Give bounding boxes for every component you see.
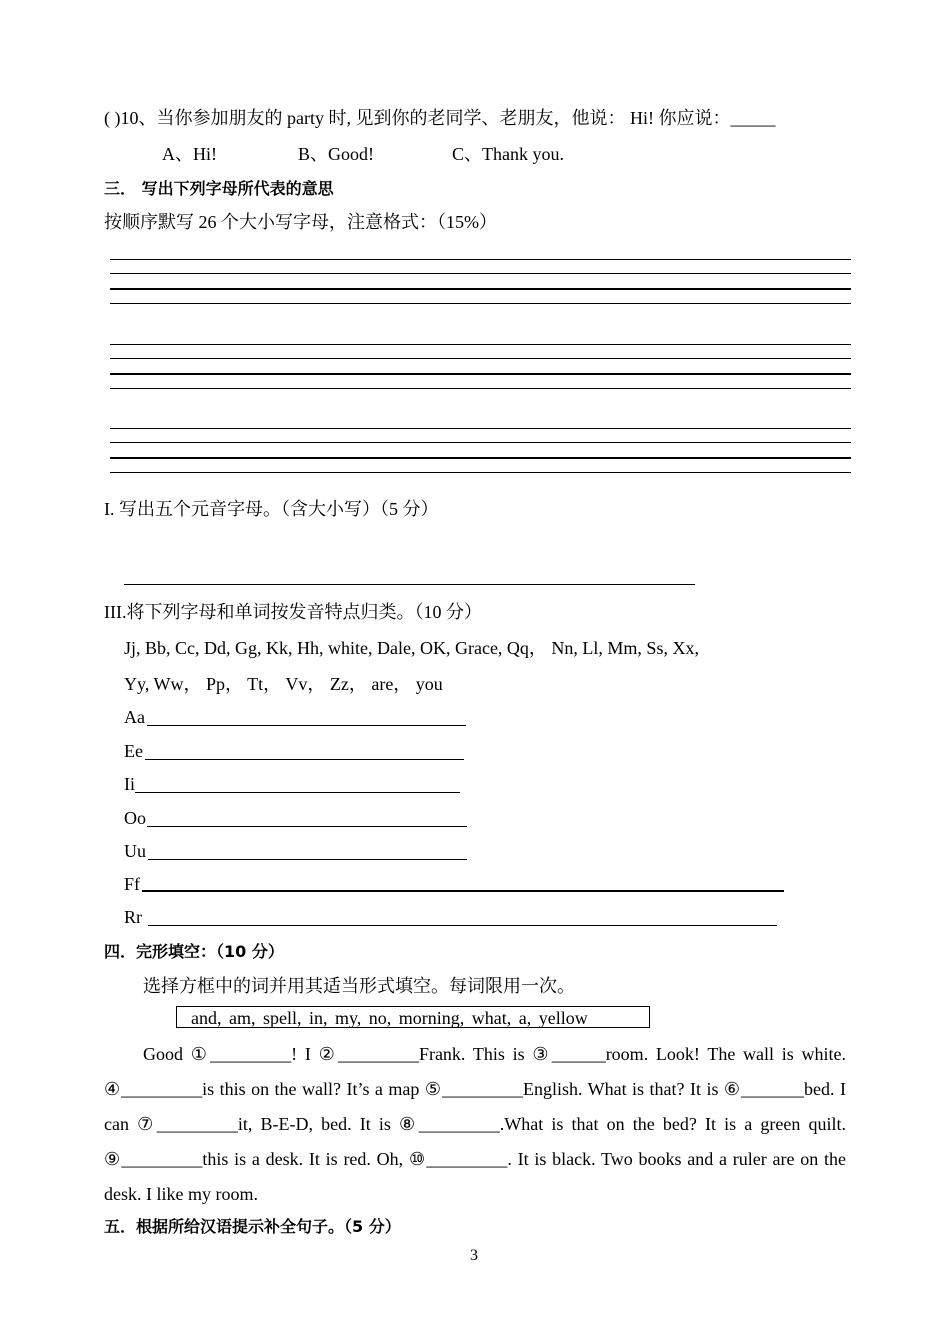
- word-box: and, am, spell, in, my, no, morning, what, a, yellow: [176, 1006, 650, 1028]
- category-ff-blank[interactable]: [142, 890, 784, 892]
- grid-line: [110, 358, 851, 359]
- option-b: B、Good!: [298, 144, 374, 164]
- option-c: C、Thank you.: [452, 144, 564, 164]
- section-4-instruction: 选择方框中的词并用其适当形式填空。每词限用一次。: [143, 976, 575, 996]
- section-3-heading: 三． 写出下列字母所代表的意思: [104, 179, 334, 198]
- category-ii-blank[interactable]: [135, 792, 460, 793]
- grid-line: [110, 373, 851, 375]
- grid-line: [110, 388, 851, 389]
- category-aa-label: Aa: [124, 707, 145, 727]
- part-i-heading: I. 写出五个元音字母。（含大小写）（5 分）: [104, 499, 439, 519]
- category-oo-blank[interactable]: [147, 826, 467, 827]
- word-list-line-1: Jj, Bb, Cc, Dd, Gg, Kk, Hh, white, Dale, OK, Grace, Qq， Nn, Ll, Mm, Ss, Xx,: [124, 638, 699, 658]
- category-uu-blank[interactable]: [148, 859, 467, 860]
- grid-line: [110, 303, 851, 304]
- category-ff-label: Ff: [124, 874, 141, 894]
- section-4-heading: 四．完形填空：（10 分）: [104, 942, 284, 961]
- section-3-instruction: 按顺序默写 26 个大小写字母，注意格式：（15%）: [104, 212, 497, 232]
- cloze-passage-text: Good ①_________! I ②_________Frank. This is ③______room. Look! The wall is white. ④_________is this on the wall? It’s a map ⑤_________English. What is that? It is ⑥_______bed. I can ⑦_________it, B-E-D, bed. It is ⑧_________.What is that on the bed? It is a green quilt. ⑨_________this is a desk. It is red. Oh, ⑩_________. It is black. Two books and a ruler are on the desk. I like my room.: [104, 1044, 846, 1204]
- category-oo-label: Oo: [124, 808, 146, 828]
- grid-line: [110, 259, 851, 260]
- grid-line: [110, 344, 851, 345]
- question-10-stem: ( )10、当你参加朋友的 party 时, 见到你的老同学、老朋友，他说： Hi! 你应说：_____: [104, 108, 776, 128]
- section-5-heading: 五．根据所给汉语提示补全句子。（5 分）: [104, 1217, 401, 1236]
- option-a: A、Hi!: [162, 144, 217, 164]
- category-uu-label: Uu: [124, 841, 146, 861]
- grid-line: [110, 442, 851, 443]
- vowel-answer-line[interactable]: [124, 584, 695, 585]
- category-rr-blank[interactable]: [148, 925, 777, 926]
- category-aa-blank[interactable]: [147, 725, 466, 726]
- category-ee-blank[interactable]: [145, 759, 464, 760]
- category-ii-label: Ii: [124, 774, 135, 794]
- category-ee-label: Ee: [124, 741, 143, 761]
- part-iii-heading: III.将下列字母和单词按发音特点归类。（10 分）: [104, 602, 482, 622]
- page-number: 3: [470, 1247, 478, 1264]
- grid-line: [110, 472, 851, 473]
- grid-line: [110, 428, 851, 429]
- grid-line: [110, 273, 851, 274]
- category-rr-label: Rr: [124, 907, 142, 927]
- grid-line: [110, 457, 851, 459]
- cloze-passage: [104, 1037, 846, 1212]
- word-list-line-2: Yy, Ww， Pp， Tt， Vv， Zz， are， you: [124, 674, 443, 694]
- grid-line: [110, 288, 851, 290]
